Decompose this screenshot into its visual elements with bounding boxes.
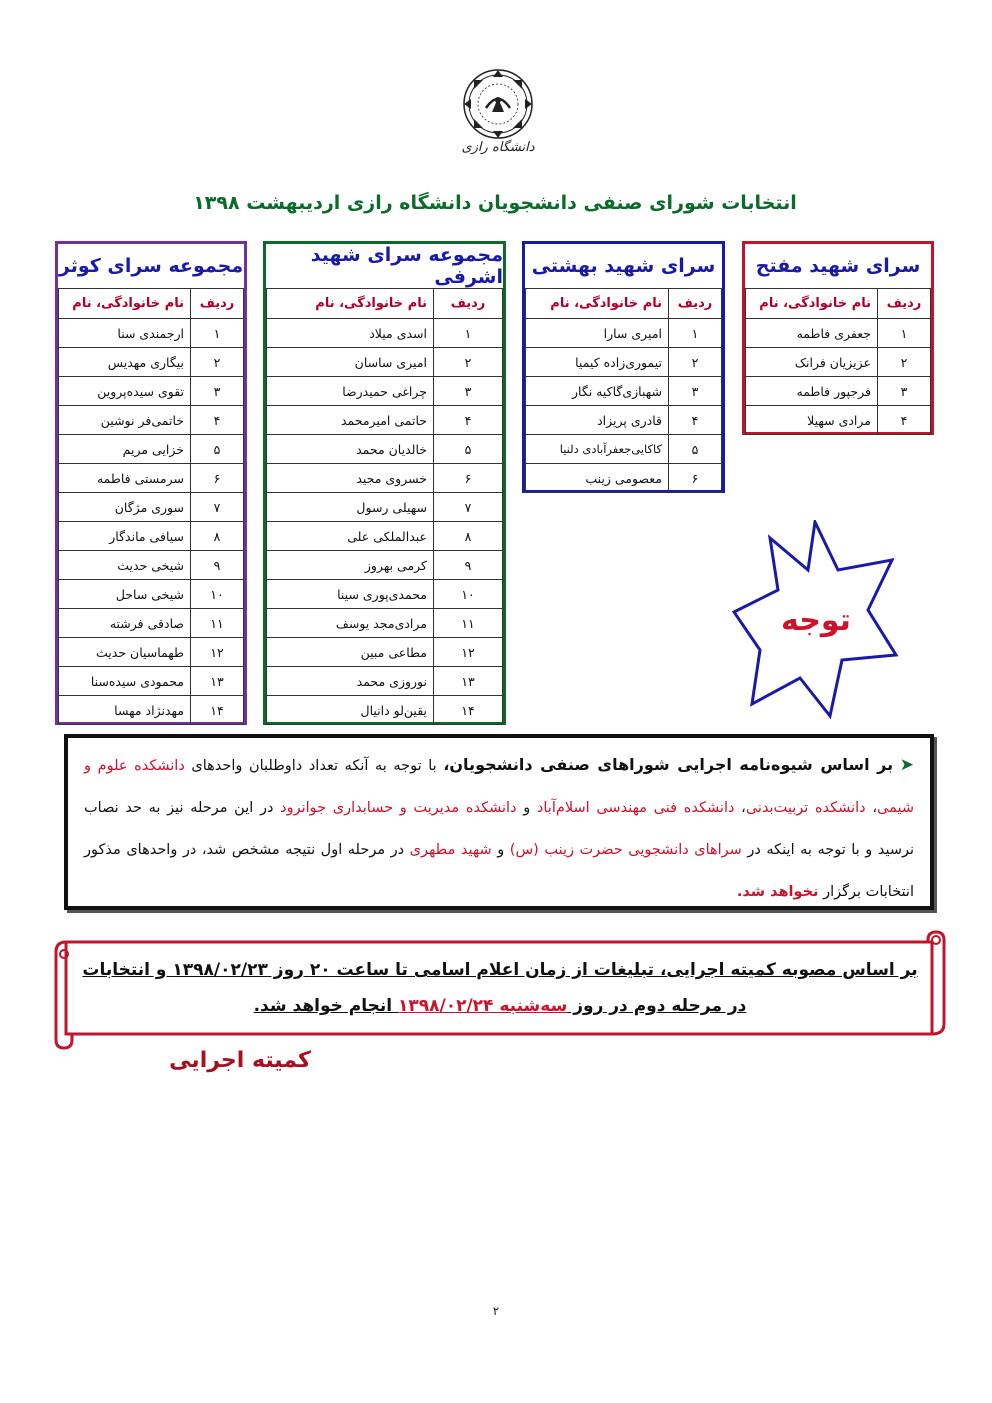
row-number: ۱۳ [434, 667, 503, 696]
row-number: ۵ [434, 435, 503, 464]
table-header [59, 289, 244, 319]
row-name: تقوی سیده‌پروین [59, 377, 191, 406]
row-number: ۳ [878, 377, 931, 406]
row-name: طهماسیان حدیث [59, 638, 191, 667]
row-number: ۶ [669, 464, 722, 493]
table-row [267, 319, 503, 348]
table-row [59, 377, 244, 406]
table-row [526, 377, 722, 406]
row-name: سهیلی رسول [267, 493, 434, 522]
row-number: ۱ [434, 319, 503, 348]
table-row [59, 406, 244, 435]
table-row [267, 348, 503, 377]
row-name: سوری مژگان [59, 493, 191, 522]
table-row [59, 638, 244, 667]
row-name: خزایی مریم [59, 435, 191, 464]
notice-text: ، [865, 800, 878, 816]
row-number: ۱ [878, 319, 931, 348]
row-name: مرادی سهیلا [746, 406, 878, 435]
col-number-header: ردیف [191, 289, 244, 319]
notice-box [64, 734, 934, 910]
row-name: کرمی بهروز [267, 551, 434, 580]
row-name: امیری ساسان [267, 348, 434, 377]
col-number-header: ردیف [669, 289, 722, 319]
row-number: ۱۱ [434, 609, 503, 638]
row-name: شیخی حدیث [59, 551, 191, 580]
attention-star [730, 520, 900, 720]
table-row [59, 667, 244, 696]
notice-text: ، [734, 800, 746, 816]
table-row [267, 638, 503, 667]
row-name: محمودی سیده‌سنا [59, 667, 191, 696]
row-number: ۴ [191, 406, 244, 435]
row-number: ۴ [669, 406, 722, 435]
table-row [59, 551, 244, 580]
notice-dorm: سراهای دانشجویی حضرت زینب (س) [509, 842, 742, 858]
row-number: ۵ [191, 435, 244, 464]
page-number: ۲ [492, 1304, 500, 1318]
table-title: مجموعه سرای کوثر [58, 255, 244, 277]
col-name-header: نام خانوادگی، نام [746, 289, 878, 319]
row-name: مرادی‌مجد یوسف [267, 609, 434, 638]
table-row [267, 609, 503, 638]
table-title: مجموعه سرای شهید اشرفی [310, 244, 503, 288]
table-row [267, 493, 503, 522]
page-title: انتخابات شورای صنفی دانشجویان دانشگاه رازی اردیبهشت ۱۳۹۸ [193, 192, 797, 214]
table-row [526, 319, 722, 348]
row-name: شهبازی‌گاکیه نگار [526, 377, 669, 406]
table-row [526, 435, 722, 464]
row-name: خاتمی‌فر نوشین [59, 406, 191, 435]
university-logo [458, 62, 538, 172]
row-name: اسدی میلاد [267, 319, 434, 348]
row-number: ۲ [878, 348, 931, 377]
table-row [267, 522, 503, 551]
table-row [267, 667, 503, 696]
col-name-header: نام خانوادگی، نام [267, 289, 434, 319]
row-name: خسروی مجید [267, 464, 434, 493]
row-number: ۳ [434, 377, 503, 406]
attention-text: توجه [781, 603, 851, 638]
table-row [59, 696, 244, 725]
notice-text: در این مرحله نیز به حد نصاب نرسید و با توجه به اینکه در [84, 800, 915, 858]
notice-unit: دانشکده علوم و شیمی [84, 758, 915, 816]
row-name: خالدیان محمد [267, 435, 434, 464]
row-number: ۱۲ [191, 638, 244, 667]
row-name: نوروزی محمد [267, 667, 434, 696]
row-number: ۱۰ [191, 580, 244, 609]
row-number: ۵ [669, 435, 722, 464]
notice-unit: دانشکده تربیت‌بدنی [745, 800, 866, 816]
row-name: مهدنژاد مهسا [59, 696, 191, 725]
row-name: حاتمی امیرمحمد [267, 406, 434, 435]
table-row [267, 406, 503, 435]
table-kowsar [55, 241, 247, 725]
row-name: معصومی زینب [526, 464, 669, 493]
row-number: ۲ [669, 348, 722, 377]
logo-caption: دانشگاه رازی [461, 140, 535, 155]
row-name: یقین‌لو دانیال [267, 696, 434, 725]
notice-text: و [516, 800, 537, 816]
table-row [59, 348, 244, 377]
row-number: ۱۴ [191, 696, 244, 725]
table-title: سرای شهید مفتح [755, 255, 921, 277]
row-name: محمدی‌پوری سینا [267, 580, 434, 609]
table-row [267, 696, 503, 725]
row-number: ۱ [669, 319, 722, 348]
row-number: ۳ [669, 377, 722, 406]
row-number: ۴ [878, 406, 931, 435]
row-name: کاکایی‌جعفرآبادی دلنیا [526, 435, 669, 464]
table-title: سرای شهید بهشتی [531, 255, 716, 277]
row-number: ۷ [191, 493, 244, 522]
row-number: ۴ [434, 406, 503, 435]
table-header [267, 289, 503, 319]
table-header [526, 289, 722, 319]
row-number: ۱۴ [434, 696, 503, 725]
table-header [746, 289, 931, 319]
table-row [746, 377, 931, 406]
row-name: صادقی فرشته [59, 609, 191, 638]
table-row [59, 580, 244, 609]
row-name: چراغی حمیدرضا [267, 377, 434, 406]
row-name: ارجمندی سنا [59, 319, 191, 348]
table-row [526, 406, 722, 435]
col-number-header: ردیف [878, 289, 931, 319]
table-row [526, 464, 722, 493]
notice-text: در مرحله اول نتیجه مشخص شد، در واحدهای مذکور انتخابات برگزار [84, 842, 914, 900]
table-row [526, 348, 722, 377]
table-row [746, 348, 931, 377]
table-row [267, 377, 503, 406]
committee-signature: کمیته اجرایی [169, 1048, 311, 1073]
notice-text: با توجه به آنکه تعداد داوطلبان واحدهای [184, 758, 444, 774]
notice-paragraph [68, 738, 930, 913]
row-number: ۲ [191, 348, 244, 377]
table-row [59, 435, 244, 464]
row-name: فرجپور فاطمه [746, 377, 878, 406]
col-name-header: نام خانوادگی، نام [526, 289, 669, 319]
notice-lead: بر اساس شیوه‌نامه اجرایی شوراهای صنفی دانشجویان، [443, 755, 894, 774]
row-number: ۷ [434, 493, 503, 522]
table-row [59, 522, 244, 551]
notice-text: و [491, 842, 510, 858]
arrow-bullet-icon: ➤ [899, 755, 914, 775]
row-number: ۸ [191, 522, 244, 551]
row-name: قادری پریزاد [526, 406, 669, 435]
row-number: ۶ [191, 464, 244, 493]
scroll-line-end: انجام خواهد شد. [253, 996, 398, 1016]
notice-dorm: شهید مطهری [409, 842, 492, 858]
table-row [267, 464, 503, 493]
scroll-line: بر اساس مصوبه کمیته اجرایی، تبلیغات از زمان اعلام اسامی تا ساعت ۲۰ روز ۱۳۹۸/۰۲/۲۳ و انتخابات در مرحله دوم در روز [82, 960, 918, 1016]
row-number: ۱ [191, 319, 244, 348]
table-row [746, 319, 931, 348]
table-row [59, 319, 244, 348]
row-name: سیافی ماندگار [59, 522, 191, 551]
row-name: جعفری فاطمه [746, 319, 878, 348]
table-shahid-mofatteh [742, 241, 934, 435]
row-name: عزیزیان فرانک [746, 348, 878, 377]
row-number: ۱۱ [191, 609, 244, 638]
row-number: ۹ [434, 551, 503, 580]
col-number-header: ردیف [434, 289, 503, 319]
row-number: ۸ [434, 522, 503, 551]
col-name-header: نام خانوادگی، نام [59, 289, 191, 319]
row-number: ۱۲ [434, 638, 503, 667]
row-name: مطاعی مبین [267, 638, 434, 667]
row-number: ۱۳ [191, 667, 244, 696]
row-number: ۲ [434, 348, 503, 377]
table-row [746, 406, 931, 435]
row-name: تیموری‌زاده کیمیا [526, 348, 669, 377]
row-name: بیگاری مهدیس [59, 348, 191, 377]
table-row [267, 580, 503, 609]
notice-unit: دانشکده مدیریت و حسابداری جوانرود [280, 800, 517, 816]
table-shahid-ashrafi [263, 241, 506, 725]
row-name: امیری سارا [526, 319, 669, 348]
scroll-date: سه‌شنبه ۱۳۹۸/۰۲/۲۴ [398, 996, 568, 1016]
table-shahid-beheshti [522, 241, 725, 493]
row-name: شیخی ساحل [59, 580, 191, 609]
notice-unit: دانشکده فنی مهندسی اسلام‌آباد [536, 800, 735, 816]
row-number: ۶ [434, 464, 503, 493]
row-number: ۹ [191, 551, 244, 580]
notice-emphasis: نخواهد شد. [736, 884, 819, 900]
row-number: ۱۰ [434, 580, 503, 609]
row-number: ۳ [191, 377, 244, 406]
row-name: سرمستی فاطمه [59, 464, 191, 493]
row-name: عبدالملکی علی [267, 522, 434, 551]
scroll-text [80, 952, 920, 1024]
table-row [59, 493, 244, 522]
table-row [267, 435, 503, 464]
table-row [59, 609, 244, 638]
table-row [267, 551, 503, 580]
table-row [59, 464, 244, 493]
